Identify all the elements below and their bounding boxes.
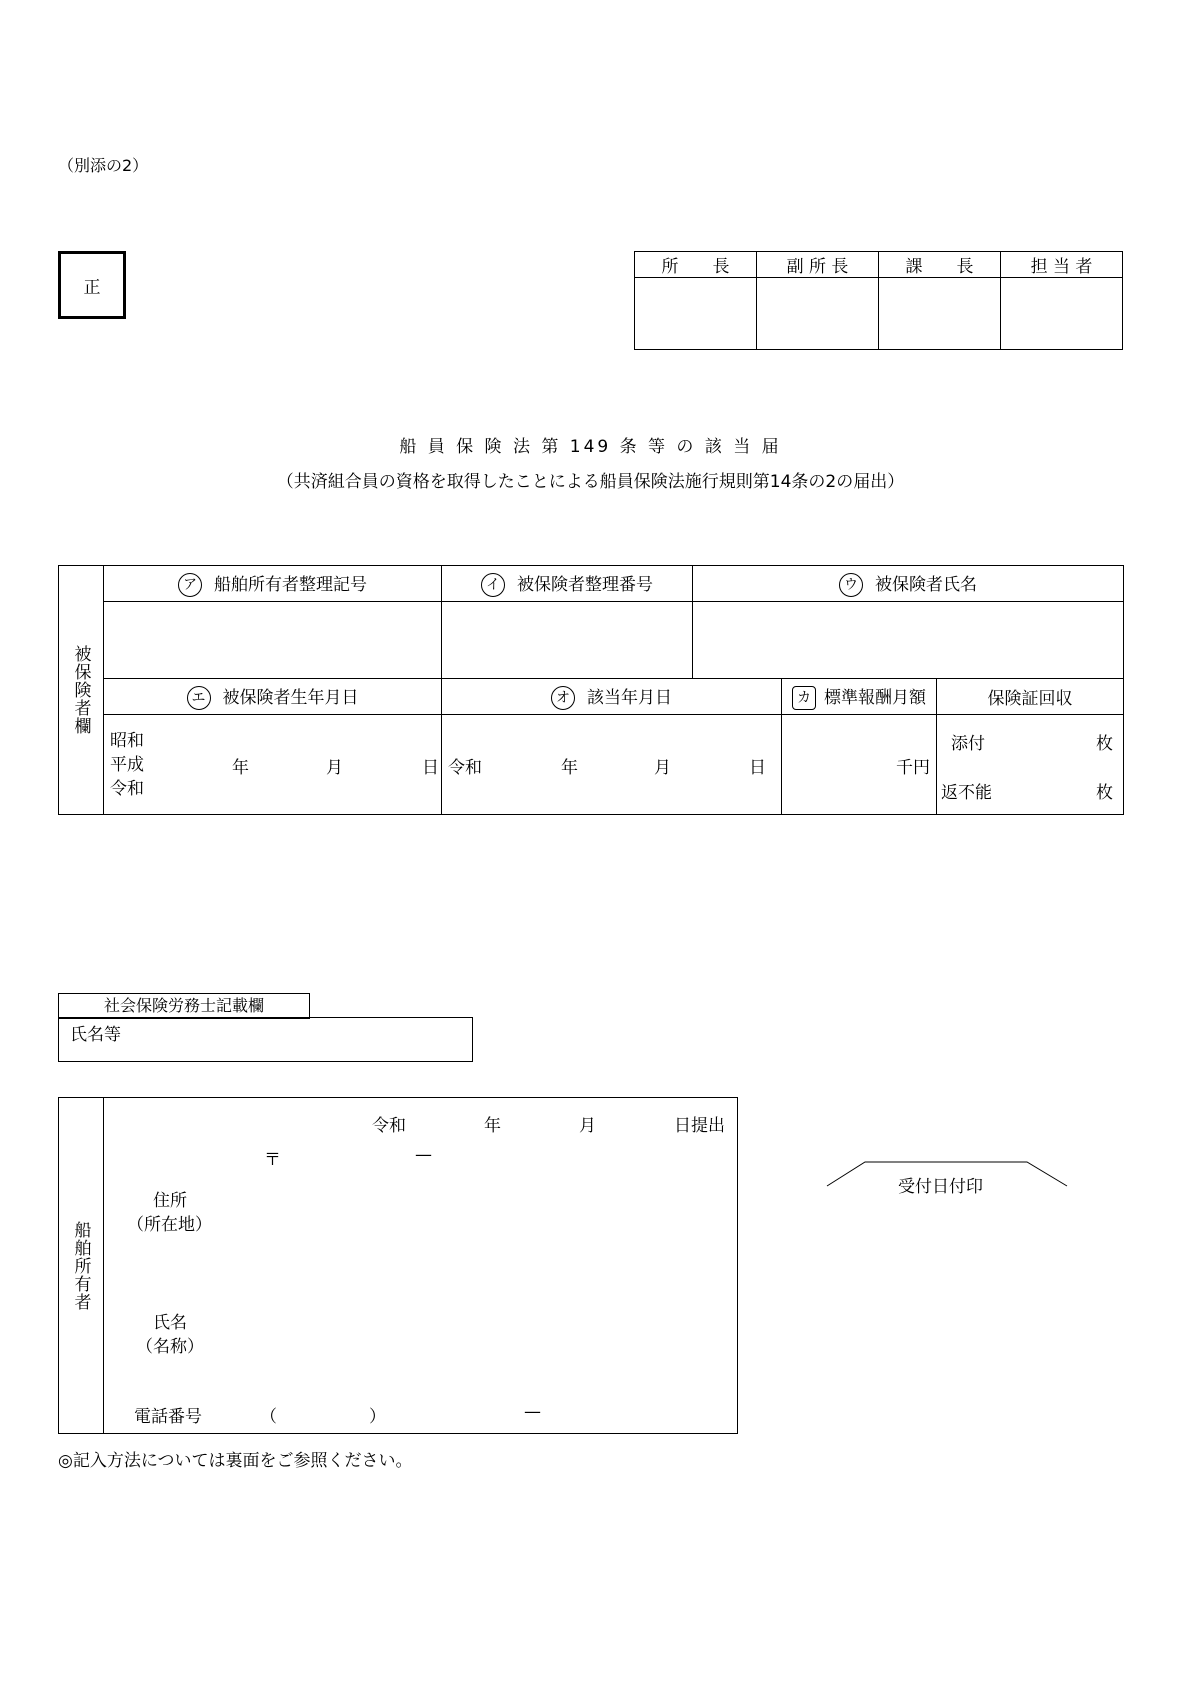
form-subtitle: （共済組合員の資格を取得したことによる船員保険法施行規則第14条の2の届出） bbox=[276, 472, 905, 492]
birth-year-unit: 年 bbox=[232, 758, 249, 778]
birth-day-unit: 日 bbox=[422, 758, 439, 778]
labor-consultant-title: 社会保険労務士記載欄 bbox=[58, 993, 310, 1019]
form-title: 船 員 保 険 法 第 149 条 等 の 該 当 届 bbox=[399, 437, 782, 457]
phone-paren-close: ） bbox=[369, 1407, 386, 1427]
approval-seal-director[interactable] bbox=[635, 278, 757, 350]
header-birth-date bbox=[104, 679, 442, 715]
approval-header-director: 所 長 bbox=[635, 252, 757, 278]
header-owner-code bbox=[104, 566, 442, 602]
owner-body[interactable] bbox=[104, 1098, 737, 1433]
applicable-date-input[interactable] bbox=[442, 715, 782, 815]
owner-section bbox=[58, 1097, 738, 1434]
applicable-year-unit: 年 bbox=[561, 758, 578, 778]
address-label: 住所 bbox=[153, 1191, 187, 1211]
era-showa: 昭和 bbox=[110, 731, 144, 751]
circled-ka-icon: カ bbox=[792, 686, 816, 710]
approval-table bbox=[634, 251, 1123, 350]
approval-header-staff: 担 当 者 bbox=[1001, 252, 1123, 278]
approval-seal-deputy[interactable] bbox=[757, 278, 879, 350]
applicable-month-unit: 月 bbox=[654, 758, 671, 778]
applicable-day-unit: 日 bbox=[749, 758, 766, 778]
birth-month-unit: 月 bbox=[326, 758, 343, 778]
era-reiwa: 令和 bbox=[110, 779, 144, 799]
certificate-return-input[interactable] bbox=[937, 715, 1124, 815]
owner-side-cell bbox=[59, 1098, 104, 1433]
unreturnable-sheets-unit: 枚 bbox=[1096, 783, 1114, 803]
submit-year-unit: 年 bbox=[484, 1116, 501, 1136]
phone-paren-open: （ bbox=[260, 1407, 277, 1427]
approval-header-section-chief: 課 長 bbox=[879, 252, 1001, 278]
owner-side-label: 船舶所有者 bbox=[70, 1220, 91, 1311]
insured-name-input[interactable] bbox=[693, 602, 1124, 679]
circled-u-icon: ウ bbox=[839, 573, 863, 597]
circled-e-icon: エ bbox=[187, 686, 211, 710]
insured-side-cell bbox=[59, 566, 104, 815]
insured-number-label: 被保険者整理番号 bbox=[517, 575, 653, 595]
insured-table bbox=[58, 565, 1124, 815]
applicable-era: 令和 bbox=[448, 758, 482, 778]
postal-mark: 〒 bbox=[264, 1150, 281, 1170]
address-sub-label: （所在地） bbox=[127, 1215, 212, 1235]
insured-number-input[interactable] bbox=[442, 602, 693, 679]
unreturnable-label: 返不能 bbox=[941, 783, 992, 803]
birth-date-input[interactable] bbox=[104, 715, 442, 815]
original-mark-box bbox=[58, 251, 126, 319]
era-heisei: 平成 bbox=[110, 755, 144, 775]
owner-name-sub-label: （名称） bbox=[136, 1337, 204, 1357]
postal-dash: — bbox=[415, 1145, 432, 1165]
submit-era: 令和 bbox=[372, 1116, 406, 1136]
approval-seal-staff[interactable] bbox=[1001, 278, 1123, 350]
salary-unit: 千円 bbox=[896, 758, 930, 778]
original-mark: 正 bbox=[83, 277, 101, 298]
standard-salary-input[interactable] bbox=[782, 715, 937, 815]
header-insured-name bbox=[693, 566, 1124, 602]
submit-day-unit: 日提出 bbox=[674, 1116, 725, 1136]
insured-name-label: 被保険者氏名 bbox=[875, 575, 977, 595]
owner-code-label: 船舶所有者整理記号 bbox=[214, 575, 367, 595]
reception-stamp-label: 受付日付印 bbox=[898, 1177, 983, 1197]
owner-code-input[interactable] bbox=[104, 602, 442, 679]
attached-label: 添付 bbox=[951, 734, 985, 754]
phone-label: 電話番号 bbox=[134, 1407, 202, 1427]
phone-dash: — bbox=[524, 1402, 541, 1422]
footnote: ◎記入方法については裏面をご参照ください。 bbox=[58, 1451, 413, 1471]
header-certificate-return: 保険証回収 bbox=[937, 679, 1124, 715]
circled-a-icon: ア bbox=[178, 573, 202, 597]
labor-consultant-name-label: 氏名等 bbox=[70, 1025, 121, 1045]
header-standard-salary bbox=[782, 679, 937, 715]
attached-sheets-unit: 枚 bbox=[1096, 734, 1114, 754]
birth-date-label: 被保険者生年月日 bbox=[222, 688, 359, 708]
circled-i-icon: イ bbox=[481, 573, 505, 597]
insured-side-label: 被保険者欄 bbox=[70, 645, 91, 735]
approval-header-deputy: 副 所 長 bbox=[757, 252, 879, 278]
labor-consultant-field[interactable] bbox=[58, 1017, 473, 1062]
circled-o-icon: オ bbox=[551, 686, 575, 710]
approval-seal-section-chief[interactable] bbox=[879, 278, 1001, 350]
attachment-label: （別添の2） bbox=[58, 156, 149, 175]
standard-salary-label: 標準報酬月額 bbox=[824, 688, 926, 708]
submit-month-unit: 月 bbox=[579, 1116, 596, 1136]
header-applicable-date bbox=[442, 679, 782, 715]
applicable-date-label: 該当年月日 bbox=[587, 688, 672, 708]
header-insured-number bbox=[442, 566, 693, 602]
owner-name-label: 氏名 bbox=[153, 1313, 187, 1333]
